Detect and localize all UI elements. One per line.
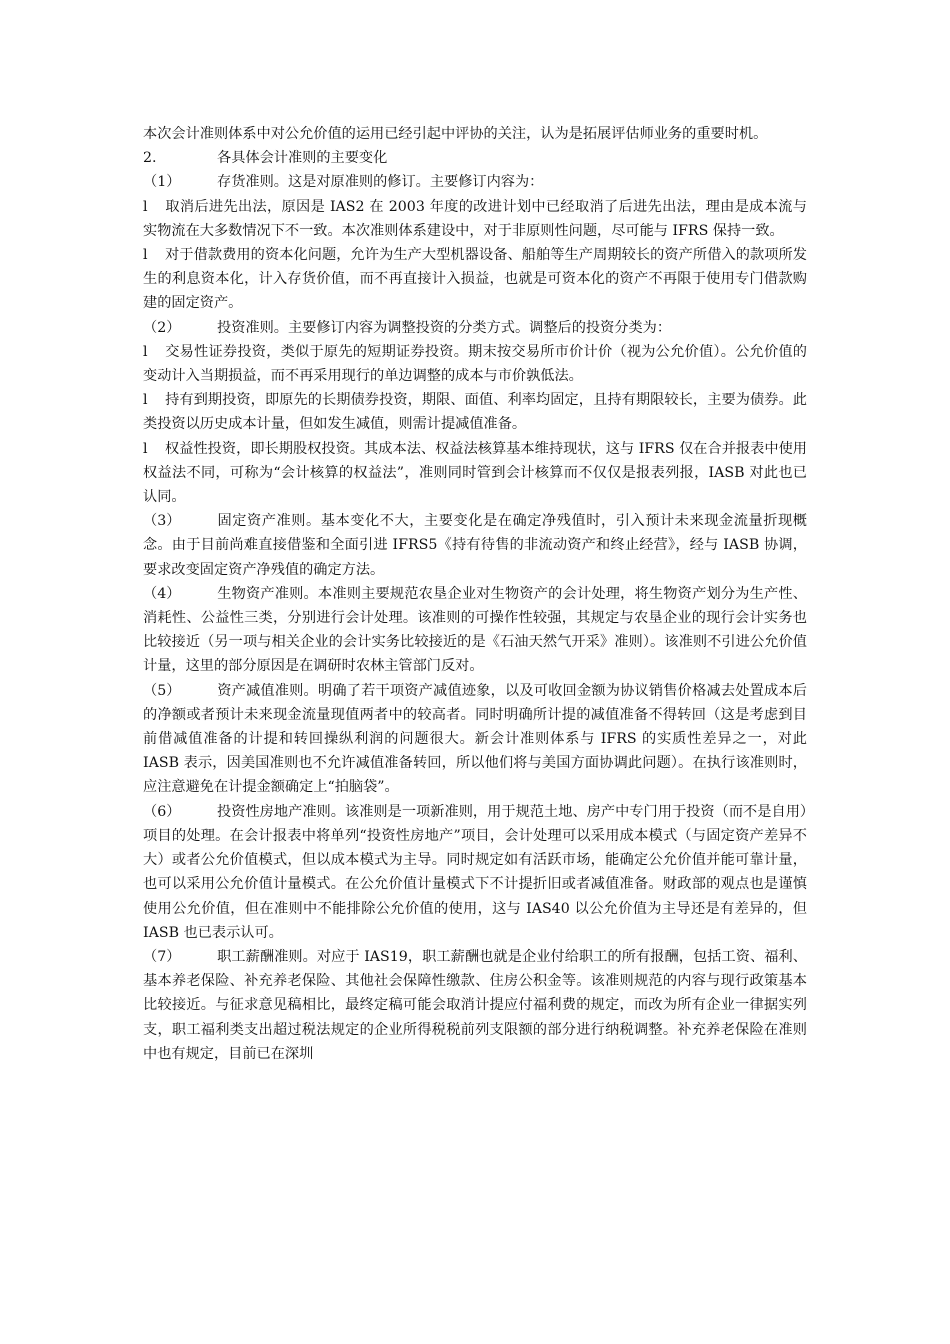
bullet-item — [143, 437, 807, 510]
bullet-marker: l — [143, 440, 148, 457]
paragraph-text: 职工薪酬准则。对应于 IAS19，职工薪酬也就是企业付给职工的所有报酬，包括工资、福利、基本养老保险、补充养老保险、其他社会保障性缴款、住房公积金等。该准则规范的内容与现行政策基本比较接近。与征求意见稿相比，最终定稿可能会取消计提应付福利费的规定，而改为所有企业一律据实列支，职工福利类支出超过税法规定的企业所得税税前列支限额的部分进行纳税调整。补充养老保险在准则中也有规定，目前已在深圳 — [143, 948, 807, 1062]
item-inventory-standard — [143, 170, 807, 194]
item-biological-asset-standard — [143, 582, 807, 679]
bullet-item — [143, 388, 807, 436]
item-number: （3） — [143, 513, 181, 530]
bullet-item — [143, 195, 807, 243]
bullet-marker: l — [143, 343, 148, 360]
paragraph-text: 投资准则。主要修订内容为调整投资的分类方式。调整后的投资分类为： — [217, 319, 672, 336]
item-investment-standard — [143, 316, 807, 340]
section-heading-2 — [143, 146, 807, 170]
bullet-marker: l — [143, 392, 148, 409]
paragraph-text: 本次会计准则体系中对公允价值的运用已经引起中评协的关注，认为是拓展评估师业务的重要时机。 — [143, 126, 768, 142]
paragraph-text: 生物资产准则。本准则主要规范农垦企业对生物资产的会计处理，将生物资产划分为生产性、消耗性、公益性三类，分别进行会计处理。该准则的可操作性较强，其规定与农垦企业的现行会计实务也比较接近（另一项与相关企业的会计实务比较接近的是《石油天然气开采》准则）。该准则不引进公允价值计量，这里的部分原因是在调研时农林主管部门反对。 — [143, 585, 807, 675]
item-impairment-standard — [143, 679, 807, 800]
item-investment-property-standard — [143, 800, 807, 945]
bullet-item — [143, 243, 807, 316]
paragraph-text: 资产减值准则。明确了若干项资产减值迹象，以及可收回金额为协议销售价格减去处置成本后的净额或者预计未来现金流量现值两者中的较高者。同时明确所计提的减值准备不得转回（这是考虑到目前借减值准备的计提和转回操纵利润的问题很大。新会计准则体系与 IFRS 的实质性差异之一，对此 IASB 表示，因美国准则也不允许减值准备转回，所以他们将与美国方面协调此问题）。在执行该准则时，应注意避免在计提金额确定上“拍脑袋”。 — [143, 682, 807, 796]
bullet-item — [143, 340, 807, 388]
item-number: （2） — [143, 319, 181, 336]
paragraph-text: 投资性房地产准则。该准则是一项新准则，用于规范土地、房产中专门用于投资（而不是自用）项目的处理。在会计报表中将单列“投资性房地产”项目，会计处理可以采用成本模式（与固定资产差异不大）或者公允价值模式，但以成本模式为主导。同时规定如有活跃市场，能确定公允价值并能可靠计量，也可以采用公允价值计量模式。在公允价值计量模式下不计提折旧或者减值准备。财政部的观点也是谨慎使用公允价值，但在准则中不能排除公允价值的使用，这与 IAS40 以公允价值为主导还是有差异的，但 IASB 也已表示认可。 — [143, 803, 807, 941]
paragraph-text: 对于借款费用的资本化问题，允许为生产大型机器设备、船舶等生产周期较长的资产所借入的款项所发生的利息资本化，计入存货价值，而不再直接计入损益，也就是可资本化的资产不再限于使用专门借款购建的固定资产。 — [143, 247, 807, 312]
document-body — [143, 122, 807, 1066]
paragraph-text: 持有到期投资，即原先的长期债券投资，期限、面值、利率均固定，且持有期限较长，主要为债券。此类投资以历史成本计量，但如发生减值，则需计提减值准备。 — [143, 392, 807, 433]
item-number: （4） — [143, 585, 181, 602]
section-title: 各具体会计准则的主要变化 — [217, 150, 388, 167]
bullet-marker: l — [143, 247, 148, 264]
paragraph-text: 取消后进先出法，原因是 IAS2 在 2003 年度的改进计划中已经取消了后进先出法，理由是成本流与实物流在大多数情况下不一致。本次准则体系建设中，对于非原则性问题，尽可能与 IFRS 保持一致。 — [143, 198, 807, 239]
section-number: 2. — [143, 150, 157, 167]
paragraph-intro — [143, 122, 807, 146]
item-number: （5） — [143, 682, 181, 699]
paragraph-text: 固定资产准则。基本变化不大，主要变化是在确定净残值时，引入预计未来现金流量折现概念。由于目前尚难直接借鉴和全面引进 IFRS5《持有待售的非流动资产和终止经营》，经与 IASB 协调，要求改变固定资产净残值的确定方法。 — [143, 513, 807, 578]
item-employee-compensation-standard — [143, 945, 807, 1066]
item-fixed-asset-standard — [143, 509, 807, 582]
item-number: （1） — [143, 174, 181, 191]
paragraph-text: 存货准则。这是对原准则的修订。主要修订内容为： — [217, 174, 544, 191]
item-number: （6） — [143, 803, 181, 820]
paragraph-text: 权益性投资，即长期股权投资。其成本法、权益法核算基本维持现状，这与 IFRS 仅在合并报表中使用权益法不同，可称为“会计核算的权益法”，准则同时管到会计核算而不仅仅是报表列报，IASB 对此也已认同。 — [143, 440, 807, 506]
bullet-marker: l — [143, 198, 148, 215]
paragraph-text: 交易性证券投资，类似于原先的短期证券投资。期末按交易所市价计价（视为公允价值）。公允价值的变动计入当期损益，而不再采用现行的单边调整的成本与市价孰低法。 — [143, 343, 807, 385]
item-number: （7） — [143, 948, 181, 965]
